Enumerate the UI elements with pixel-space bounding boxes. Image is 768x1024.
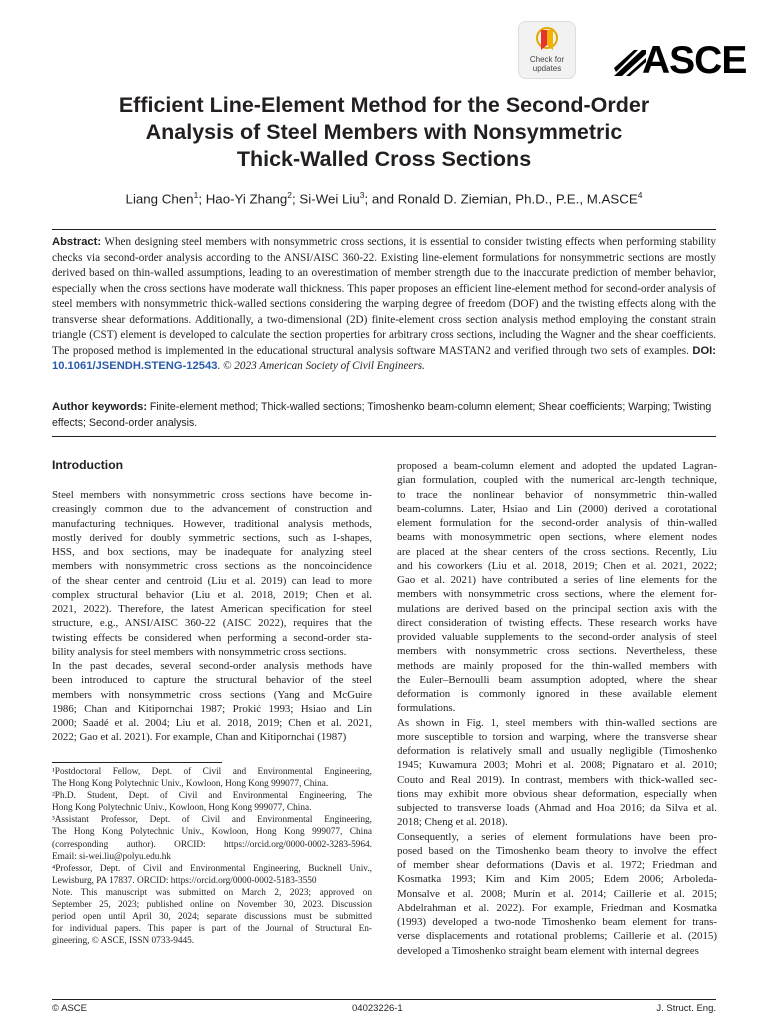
badge-line1: Check for [529,55,565,64]
doi-link[interactable]: 10.1061/JSENDH.STENG-12543 [52,360,218,372]
footnote-line: ¹Postdoctoral Fellow, Dept. of Civil and Environmental Engineering, [52,767,372,777]
footer-article-number: 04023226-1 [352,1003,403,1014]
check-for-updates-badge[interactable] [518,21,576,79]
body-text-line: of the shear center and centroid (Liu et al. 2019) can lead to more [52,574,372,587]
body-text-line: deformation is commonly ignored in these available element [397,688,717,700]
body-text-line: Couto and Real 2019). In contrast, members with thick-walled sec- [397,773,717,786]
body-text-line: Monsalve et al. 2008; Murín et al. 2014; Caillerie et al. 2015; [397,887,717,900]
asce-emblem-icon [612,46,646,80]
author-name: Hao-Yi Zhang [205,191,288,207]
body-text-line: As shown in Fig. 1, steel members with thin-walled sections are [397,716,717,729]
body-text-line: Abdelrahman et al. 2022). For example, Friedman and Kosmatka [397,901,717,914]
right-column-body [397,459,717,958]
footnote-line: (corresponding author). ORCID: https://orcid.org/0000-0002-3283-5964. [52,839,372,850]
body-text-line: members with nonsymmetric cross sections (Yang and McGuire [52,688,372,701]
body-text-line: to trace the nonlinear behavior of nonsymmetric thin-walled [397,488,717,501]
body-text-line: formulations. [397,702,456,715]
footnote-line: for individual papers. This paper is part of the Journal of Structural En- [52,924,372,935]
body-text-line: provided valuable supplements to the second-order analysis of steel [397,631,717,643]
body-text-line: 2000; Saadé et al. 2004; Liu et al. 2018, 2019; Chen et al. 2021, [52,717,372,729]
author-keywords [52,400,716,431]
body-text-line: members with nonsymmetric cross sections, where the element for- [397,588,717,601]
author-separator: ; [198,191,206,207]
footnote-line: The Hong Kong Polytechnic Univ., Kowloon, Hong Kong 999077, China [52,827,372,838]
body-text-line: deformation is relatively small and usually negligible (Timoshenko [397,745,717,757]
author-affil: 1 [193,190,199,200]
footnote-line: The Hong Kong Polytechnic Univ., Kowloon, Hong Kong 999077, China. [52,779,329,790]
body-text-line: mulations are derived based on the principal section axis with the [397,602,717,615]
body-text-line: posed based on the Timoshenko beam theory to involve the effect [397,844,717,857]
title-line: Thick-Walled Cross Sections [236,147,532,171]
body-text-line: In the past decades, several second-order analysis methods have [52,660,372,672]
author-affil: 4 [637,190,643,200]
body-text-line: 2018; Cheng et al. 2018). [397,816,508,829]
footer-rule [52,999,716,1000]
body-text-line: of member shear deformations (Davis et al. 1972; Friedman and [397,859,717,871]
keywords-label: Author keywords: [52,401,148,413]
author-separator: ; and [364,191,398,207]
abstract-label: Abstract: [52,236,102,248]
footnote-line: September 25, 2023; published online on November 30, 2023. Discussion [52,900,372,911]
abstract-top-rule [52,229,716,230]
body-text-line: 1945; Kuwamura 2003; Mohri et al. 2008; Pignataro et al. 2010; [397,759,717,772]
body-text-line: HSS, and box sections, may be inadequate for analyzing steel [52,546,372,558]
body-text-line: (1993) developed a two-node Timoshenko beam element for trans- [397,916,717,928]
body-text-line: bility analysis for steel members with nonsymmetric cross sections. [52,645,347,658]
bookmark-icon [536,26,558,54]
body-text-line: complex structural behavior (Liu et al. 2018, 2019; Chen et al. [52,588,372,601]
body-text-line: members with nonsymmetric cross sections as the noncoincidence [52,560,372,573]
body-text-line: the Euler–Bernoulli beam assumption adopted, where the shear [397,673,717,686]
body-text-line: more susceptible to torsion and warping, where the transverse shear [397,730,717,743]
title-line: Analysis of Steel Members with Nonsymmetric [145,120,623,144]
left-column-body [52,488,372,745]
author-name: Ronald D. Ziemian, Ph.D., P.E., M.ASCE [397,191,638,207]
body-text-line: members with nonsymmetric cross sections. Nevertheless, these [397,645,717,658]
copyright-notice: © 2023 American Society of Civil Engineers. [223,360,425,372]
author-affil: 2 [287,190,292,200]
body-text-line: beam-columns. Later, Hsiao and Lin (2000) derived a corotational [397,502,717,515]
body-text-line: are placed at the shear centers of the cross sections. Recently, Liu [397,545,717,558]
abstract: Abstract: When designing steel members with nonsymmetric cross sections, it is essential to consider twisting effects when performing stability checks via second-order analysis according to the ANSI/AISC 360-22. Existing line-element formulations for nonsymmetric sections are mostly derived based on thin-walled assumptions, leading to an overestimation of member strength due to the inaccurate prediction of member behavior, especially when the cross sections have moderate wall thickness. This paper proposes an efficient line-element method for second-order analysis of steel members with nonsymmetric thick-walled sections considering the warping degree of freedom (DOF) and the twisting effects along with the transverse shear deformations. Additionally, a two-dimensional (2D) finite-element cross section analysis method employing the constant strain triangle (CST) element is developed to calculate the section properties for arbitrary cross sections, including the Wagner and the shear coefficients. The proposed method is implemented in the educational structural analysis software MASTAN2 and verified through two sets of examples. DOI: 10.1061/JSENDH.STENG-12543. © 2023 American Society of Civil Engineers. [52,236,716,372]
footnotes [52,766,372,947]
body-text-line: Gao et al. 2021) have contributed a series of line elements for the [397,574,717,586]
body-text-line: beams with monosymmetric open sections, where element nodes [397,531,717,544]
body-text-line: 2021, 2022). Therefore, the latest American specification for steel [52,603,372,615]
footnote-line: ⁴Professor, Dept. of Civil and Environmental Engineering, Bucknell Univ., [52,863,372,874]
author-list [60,186,708,208]
author-affil: 3 [359,190,365,200]
body-text-line: gian formulation, coupled with the numerical arc-length technique, [397,474,717,487]
body-text-line: developed a Timoshenko straight beam element with internal degrees [397,944,699,957]
body-text-line: methods are mainly proposed for the thin-walled members with [397,659,717,672]
badge-line2: updates [532,64,562,73]
body-text-line: Kosmatka 1993; Kim and Kim 2005; Edem 2006; Arboleda- [397,873,717,886]
footnote-line: Lewisburg, PA 17837. ORCID: https://orcid.org/0000-0002-5183-3550 [52,875,317,886]
keywords-bottom-rule [52,436,716,437]
footnote-line: ²Ph.D. Student, Dept. of Civil and Environmental Engineering, The [52,791,372,802]
footnote-line: Hong Kong Polytechnic Univ., Kowloon, Hong Kong 999077, China. [52,803,312,814]
body-text-line: proposed a beam-column element and adopted the updated Lagran- [397,460,717,472]
doi-label: DOI: [692,344,716,357]
body-text-line: tions may exhibit more obvious shear deformation, especially when [397,787,717,800]
body-text-line: been introduced to capture the structural behavior of the steel [52,674,372,687]
asce-wordmark: ASCE [642,39,747,82]
footnote-rule [52,762,222,763]
body-text-line: subjected to transverse loads (Ahmad and Hoa 2016; da Silva et al. [397,802,717,814]
body-text-line: Steel members with nonsymmetric cross sections have become in- [52,489,372,501]
footnote-line: Email: si-wei.liu@polyu.edu.hk [52,851,172,862]
body-text-line: twisting effects be considered when performing a second-order sta- [52,631,372,644]
footnote-line: period open until April 30, 2024; separate discussions must be submitted [52,912,372,923]
abstract-text: When designing steel members with nonsymmetric cross sections, it is essential to consider twisting effects when performing stability checks via second-order analysis according to the ANSI/AISC 360-22. Existing line-element formulations for nonsymmetric sections are mostly derived based on thin-walled assumptions, leading to an overestimation of member strength due to the inaccurate prediction of member behavior, especially when the cross sections have moderate wall thickness. This paper proposes an efficient line-element method for second-order analysis of steel members with nonsymmetric thick-walled sections considering the warping degree of freedom (DOF) and the twisting effects along with the transverse shear deformations. Additionally, a two-dimensional (2D) finite-element cross section analysis method employing the constant strain triangle (CST) element is developed to calculate the section properties for arbitrary cross sections, including the Wagner and the shear coefficients. The proposed method is implemented in the educational structural analysis software MASTAN2 and verified through two sets of examples. [52,236,716,357]
author-name: Si-Wei Liu [299,191,360,207]
body-text-line: creasingly common due to the advancement of construction and [52,503,372,516]
body-text-line: structure, e.g., ANSI/AISC 360-22 (AISC 2022), requires that the [52,617,372,630]
footnote-line: gineering, © ASCE, ISSN 0733-9445. [52,936,195,947]
author-separator: ; [292,191,300,207]
body-text-line: 1986; Chan and Kitipornchai 1987; Prokić 1993; Hsiao and Lin [52,702,372,715]
footer-copyright: © ASCE [52,1003,87,1014]
footer-journal: J. Struct. Eng. [656,1003,716,1014]
body-text-line: and his coworkers (Liu et al. 2018, 2019; Chen et al. 2021, 2022; [397,559,717,572]
paper-title [60,92,708,173]
title-line: Efficient Line-Element Method for the Second-Order [118,93,650,117]
body-text-line: direct consideration of twisting effects. These research works have [397,616,717,629]
body-text-line: mostly derived for doubly symmetric sections, such as I-shapes, [52,531,372,544]
body-text-line: Consequently, a series of element formulations have been pro- [397,830,717,843]
author-name: Liang Chen [125,191,194,207]
section-heading-introduction: Introduction [52,458,124,472]
footnote-line: ³Assistant Professor, Dept. of Civil and Environmental Engineering, [52,815,372,826]
keywords-text: Finite-element method; Thick-walled sections; Timoshenko beam-column element; Shear coefficients; Warping; Twisting effects; Second-order analysis. [52,401,712,429]
body-text-line: manufacturing techniques. However, traditional analysis methods, [52,517,372,530]
body-text-line: verse displacements and rotational problems; Caillerie et al. (2015) [397,930,717,943]
footnote-line: Note. This manuscript was submitted on March 2, 2023; approved on [52,887,372,898]
body-text-line: 2022; Gao et al. 2021). For example, Chan and Kitipornchai (1987) [52,731,347,744]
body-text-line: element formulation for the second-order analysis of thin-walled [397,517,717,529]
